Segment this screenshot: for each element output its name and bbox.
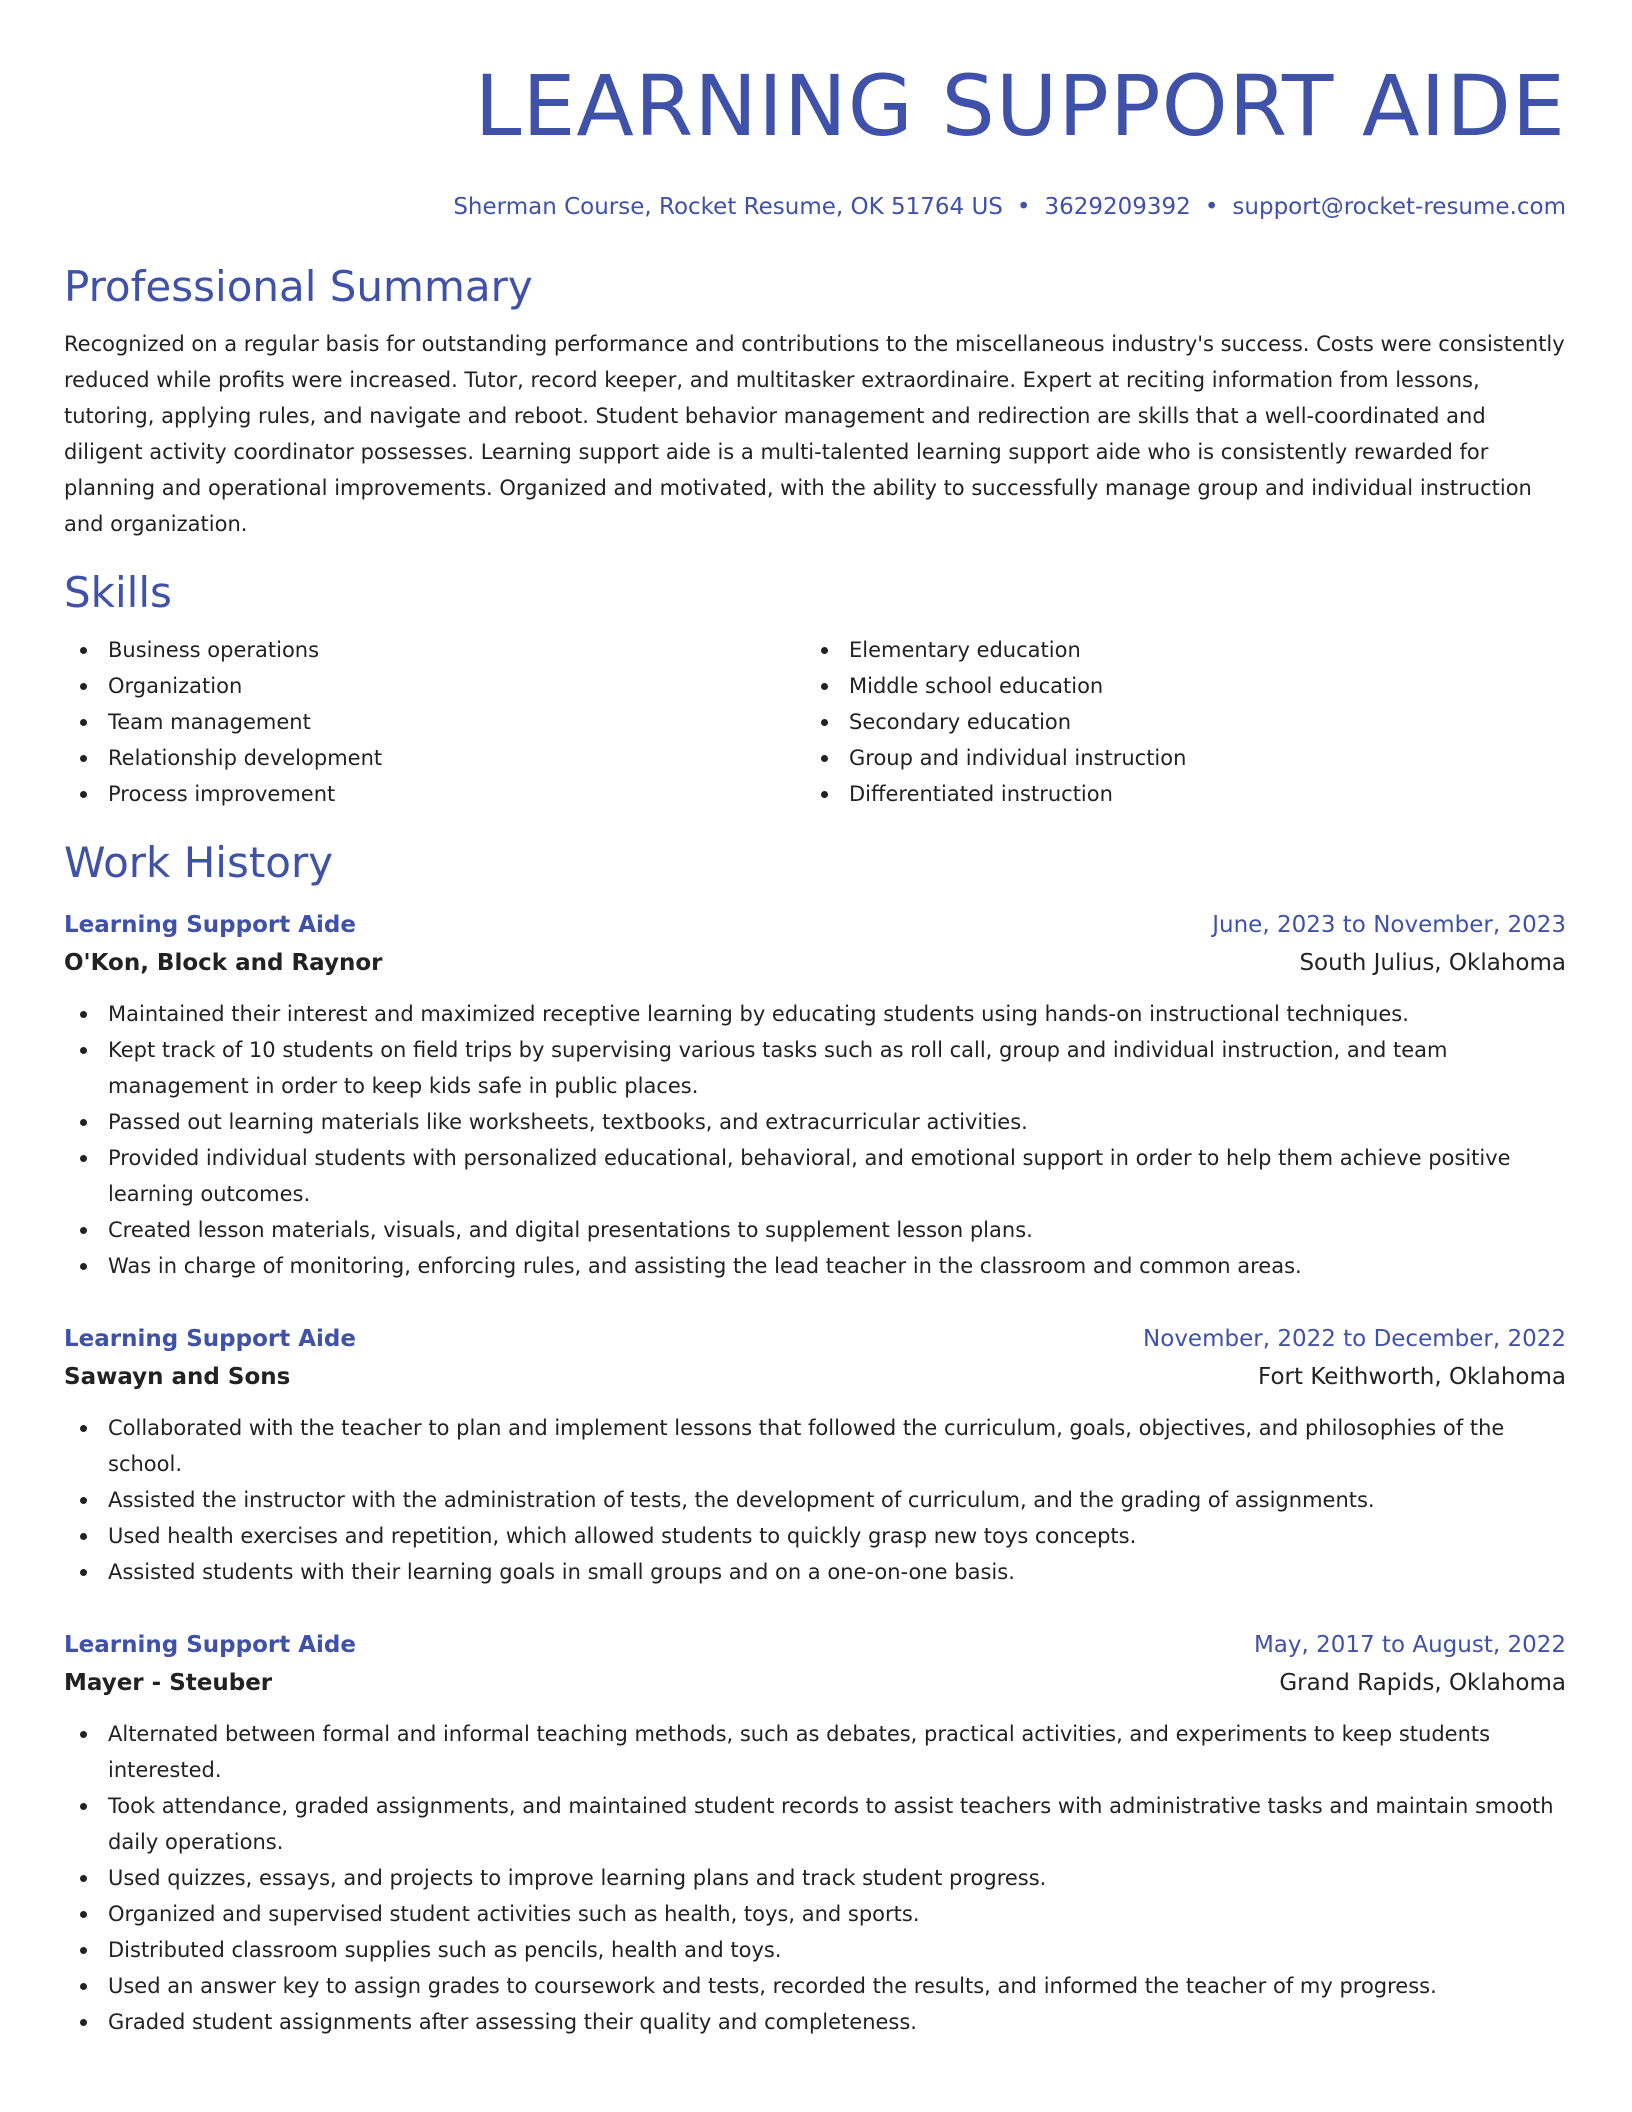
skill-item <box>64 776 805 812</box>
duty-text: Alternated between formal and informal teaching methods, such as debates, practical activities, and experiments to keep students interested. <box>108 1722 1491 1782</box>
job-company-row <box>64 1664 1566 1702</box>
job-header-row <box>64 906 1566 944</box>
duty-text: Organized and supervised student activities such as health, toys, and sports. <box>108 1902 920 1926</box>
bullet-icon <box>80 2019 87 2026</box>
contact-email[interactable]: support@rocket-resume.com <box>1232 194 1566 220</box>
bullet-icon <box>80 1497 87 1504</box>
skill-text: Organization <box>108 674 243 698</box>
duty-text: Used health exercises and repetition, which allowed students to quickly grasp new toys concepts. <box>108 1524 1137 1548</box>
summary-heading: Professional Summary <box>64 262 533 311</box>
bullet-icon <box>80 1011 87 1018</box>
job-duties <box>64 996 1566 1284</box>
duty-text: Collaborated with the teacher to plan and implement lessons that followed the curriculum, goals, objectives, and philosophies of the school. <box>108 1416 1505 1476</box>
duty-item <box>64 1932 1566 1968</box>
job-dates: May, 2017 to August, 2022 <box>1253 1632 1566 1658</box>
duty-item <box>64 1788 1566 1860</box>
duty-text: Was in charge of monitoring, enforcing rules, and assisting the lead teacher in the classroom and common areas. <box>108 1254 1302 1278</box>
duty-item <box>64 1248 1566 1284</box>
duty-text: Assisted students with their learning goals in small groups and on a one-on-one basis. <box>108 1560 1015 1584</box>
duty-item <box>64 1554 1566 1590</box>
duty-text: Assisted the instructor with the administration of tests, the development of curriculum, and the grading of assignments. <box>108 1488 1375 1512</box>
bullet-icon <box>80 1875 87 1882</box>
duty-text: Used an answer key to assign grades to coursework and tests, recorded the results, and informed the teacher of my progress. <box>108 1974 1437 1998</box>
duty-item <box>64 1032 1566 1104</box>
skills-heading: Skills <box>64 568 172 617</box>
bullet-icon <box>80 1227 87 1234</box>
job-entry <box>64 1320 1566 1590</box>
duty-item <box>64 1410 1566 1482</box>
bullet-icon <box>80 719 87 726</box>
duty-text: Maintained their interest and maximized receptive learning by educating students using hands-on instructional techniques. <box>108 1002 1409 1026</box>
skill-item <box>64 668 805 704</box>
bullet-icon <box>80 1803 87 1810</box>
bullet-icon <box>80 1155 87 1162</box>
duty-item <box>64 1860 1566 1896</box>
bullet-icon <box>80 1047 87 1054</box>
skills-list-right <box>805 632 1546 812</box>
summary-text: Recognized on a regular basis for outstanding performance and contributions to the miscellaneous industry's success. Costs were consistently reduced while profits were increased. Tutor, record keeper, and multitasker extraordinaire. Expert at reciting information from lessons, tutoring, applying rules, and navigate and reboot. Student behavior management and redirection are skills that a well-coordinated and diligent activity coordinator possesses. Learning support aide is a multi-talented learning support aide who is consistently rewarded for planning and operational improvements. Organized and motivated, with the ability to successfully manage group and individual instruction and organization. <box>64 332 1565 536</box>
job-company: Mayer - Steuber <box>64 1670 273 1696</box>
resume-page <box>64 0 1566 2040</box>
bullet-icon <box>80 647 87 654</box>
bullet-icon <box>80 1569 87 1576</box>
contact-separator: • <box>1016 194 1031 220</box>
skill-text: Process improvement <box>108 782 336 806</box>
skill-item <box>805 740 1546 776</box>
contact-address: Sherman Course, Rocket Resume, OK 51764 US <box>453 194 1003 220</box>
duty-text: Kept track of 10 students on field trips by supervising various tasks such as roll call, group and individual instruction, and team management in order to keep kids safe in public places. <box>108 1038 1448 1098</box>
job-dates: November, 2022 to December, 2022 <box>1143 1326 1566 1352</box>
skill-text: Middle school education <box>849 674 1104 698</box>
resume-name: LEARNING SUPPORT AIDE <box>474 57 1566 155</box>
bullet-icon <box>80 791 87 798</box>
job-company: O'Kon, Block and Raynor <box>64 950 383 976</box>
job-location: Grand Rapids, Oklahoma <box>1279 1670 1566 1696</box>
bullet-icon <box>80 1263 87 1270</box>
skill-item <box>64 704 805 740</box>
skill-item <box>64 740 805 776</box>
job-company-row <box>64 1358 1566 1396</box>
bullet-icon <box>80 1533 87 1540</box>
contact-phone[interactable]: 3629209392 <box>1044 194 1191 220</box>
bullet-icon <box>80 683 87 690</box>
duty-item <box>64 2004 1566 2040</box>
bullet-icon <box>80 1425 87 1432</box>
duty-text: Graded student assignments after assessing their quality and completeness. <box>108 2010 917 2034</box>
job-location: Fort Keithworth, Oklahoma <box>1258 1364 1566 1390</box>
skill-text: Group and individual instruction <box>849 746 1187 770</box>
bullet-icon <box>80 1947 87 1954</box>
job-title: Learning Support Aide <box>64 1632 356 1658</box>
job-location: South Julius, Oklahoma <box>1299 950 1566 976</box>
job-company-row <box>64 944 1566 982</box>
duty-text: Passed out learning materials like worksheets, textbooks, and extracurricular activities. <box>108 1110 1028 1134</box>
duty-item <box>64 1896 1566 1932</box>
duty-text: Distributed classroom supplies such as pencils, health and toys. <box>108 1938 782 1962</box>
work-history-heading: Work History <box>64 838 334 887</box>
bullet-icon <box>80 1731 87 1738</box>
duty-item <box>64 996 1566 1032</box>
bullet-icon <box>821 719 828 726</box>
bullet-icon <box>821 683 828 690</box>
duty-item <box>64 1104 1566 1140</box>
bullet-icon <box>80 1911 87 1918</box>
contact-separator: • <box>1204 194 1219 220</box>
job-company: Sawayn and Sons <box>64 1364 291 1390</box>
skills-grid <box>64 632 1566 812</box>
skill-text: Business operations <box>108 638 320 662</box>
skill-text: Elementary education <box>849 638 1081 662</box>
bullet-icon <box>80 1983 87 1990</box>
duty-text: Created lesson materials, visuals, and digital presentations to supplement lesson plans. <box>108 1218 1033 1242</box>
bullet-icon <box>821 755 828 762</box>
job-title: Learning Support Aide <box>64 912 356 938</box>
duty-text: Provided individual students with personalized educational, behavioral, and emotional support in order to help them achieve positive learning outcomes. <box>108 1146 1511 1206</box>
job-entry <box>64 906 1566 1284</box>
skill-item <box>805 668 1546 704</box>
skill-text: Team management <box>108 710 311 734</box>
duty-text: Used quizzes, essays, and projects to improve learning plans and track student progress. <box>108 1866 1047 1890</box>
skill-item <box>805 776 1546 812</box>
duty-item <box>64 1968 1566 2004</box>
duty-item <box>64 1518 1566 1554</box>
job-duties <box>64 1410 1566 1590</box>
skill-text: Secondary education <box>849 710 1072 734</box>
skill-text: Differentiated instruction <box>849 782 1113 806</box>
job-entry <box>64 1626 1566 2040</box>
job-duties <box>64 1716 1566 2040</box>
job-header-row <box>64 1320 1566 1358</box>
duty-item <box>64 1140 1566 1212</box>
skill-item <box>805 704 1546 740</box>
bullet-icon <box>80 755 87 762</box>
bullet-icon <box>80 1119 87 1126</box>
skill-item <box>805 632 1546 668</box>
bullet-icon <box>821 647 828 654</box>
duty-item <box>64 1716 1566 1788</box>
contact-line <box>64 192 1566 222</box>
job-header-row <box>64 1626 1566 1664</box>
duty-item <box>64 1212 1566 1248</box>
duty-text: Took attendance, graded assignments, and maintained student records to assist teachers with administrative tasks and maintain smooth daily operations. <box>108 1794 1554 1854</box>
bullet-icon <box>821 791 828 798</box>
skill-item <box>64 632 805 668</box>
skills-list-left <box>64 632 805 812</box>
job-dates: June, 2023 to November, 2023 <box>1212 912 1566 938</box>
job-title: Learning Support Aide <box>64 1326 356 1352</box>
duty-item <box>64 1482 1566 1518</box>
skill-text: Relationship development <box>108 746 383 770</box>
